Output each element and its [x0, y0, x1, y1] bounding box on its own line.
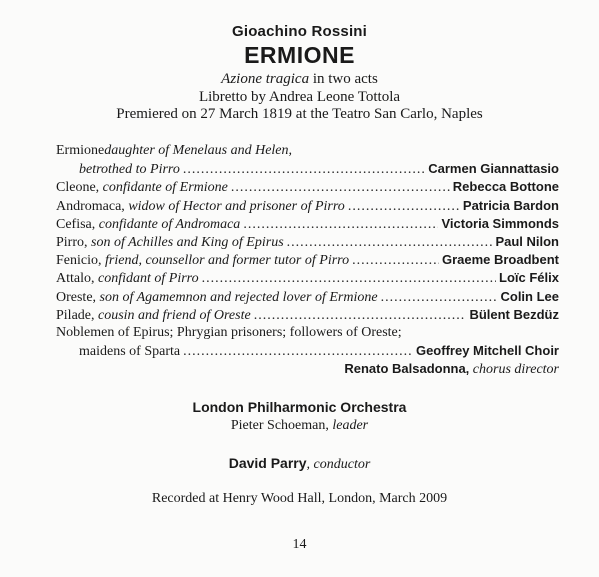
- genre-italic: Azione tragica: [221, 71, 310, 87]
- role-name: Oreste,: [56, 289, 100, 305]
- performer-name: Victoria Simmonds: [441, 215, 559, 231]
- page-number: 14: [292, 537, 307, 552]
- role-description: friend, counsellor and former tutor of Pirro: [105, 253, 350, 269]
- performer-name: Carmen Giannattasio: [428, 161, 559, 177]
- performer-name: Bülent Bezdüz: [469, 306, 559, 322]
- role-name: Cleone,: [56, 180, 103, 196]
- chorus-director-line: [56, 360, 559, 378]
- performer-name: Colin Lee: [500, 288, 559, 304]
- role-description: son of Agamemnon and rejected lover of Ermione: [99, 289, 378, 305]
- chorus-row-line2: [56, 342, 559, 360]
- role-name: Ermione: [56, 143, 105, 158]
- orchestra-name: London Philharmonic Orchestra: [192, 399, 407, 415]
- chorus-description: maidens of Sparta: [79, 344, 181, 360]
- conductor-line: [0, 455, 599, 473]
- role-description: son of Achilles and King of Epirus: [91, 234, 284, 250]
- leader-dots: [254, 307, 467, 325]
- leader-dots: [352, 252, 439, 270]
- cast-row-ermione-line2: [56, 160, 559, 178]
- performer-name: Graeme Broadbent: [441, 252, 559, 268]
- role-description: cousin and friend of Oreste: [98, 307, 251, 323]
- opera-title: ERMIONE: [244, 42, 355, 68]
- leader-name: Pieter Schoeman,: [230, 418, 333, 433]
- leader-dots: [243, 216, 438, 234]
- role-name: Attalo,: [56, 271, 98, 287]
- leader-dots: [287, 234, 493, 252]
- orchestra-leader-line: [0, 418, 599, 434]
- cast-row: [56, 251, 559, 269]
- role-name: Fenicio,: [56, 253, 105, 269]
- conductor-role: , conductor: [306, 457, 371, 472]
- performer-name: Paul Nilon: [495, 233, 559, 249]
- cast-row: [56, 233, 559, 251]
- cast-list: [56, 142, 559, 378]
- chorus-description: Noblemen of Epirus; Phrygian prisoners; followers of Oreste;: [56, 324, 402, 340]
- composer-name: Gioachino Rossini: [231, 23, 368, 40]
- role-description: confidant of Pirro: [98, 271, 199, 287]
- chorus-director-name: Renato Balsadonna,: [344, 361, 470, 377]
- performer-name: Patricia Bardon: [462, 197, 559, 213]
- chorus-row-line1: [56, 324, 559, 342]
- cast-row-ermione-line1: [56, 142, 559, 160]
- leader-dots: [183, 343, 413, 361]
- cast-row: [56, 288, 559, 306]
- leader-role: leader: [332, 418, 369, 433]
- role-name: Pilade,: [56, 307, 98, 323]
- role-description: confidante of Andromaca: [98, 216, 241, 232]
- conductor-name: David Parry: [228, 455, 307, 471]
- leader-dots: [381, 289, 498, 307]
- role-name: Pirro,: [56, 234, 91, 250]
- performer-name: Loïc Félix: [499, 270, 559, 286]
- performer-name: Rebecca Bottone: [452, 179, 559, 195]
- leader-dots: [183, 161, 425, 179]
- leader-dots: [348, 198, 460, 216]
- role-name: Andromaca,: [56, 198, 129, 214]
- cast-row: [56, 197, 559, 215]
- role-description: confidante of Ermione: [102, 180, 228, 196]
- leader-dots: [202, 270, 496, 288]
- chorus-performer: Geoffrey Mitchell Choir: [415, 343, 559, 359]
- role-description: daughter of Menelaus and Helen,: [104, 143, 293, 158]
- role-description: widow of Hector and prisoner of Pirro: [128, 198, 345, 214]
- libretto-line: Libretto by Andrea Leone Tottola: [198, 89, 401, 105]
- genre-line: [0, 71, 599, 88]
- premiere-line: Premiered on 27 March 1819 at the Teatro San Carlo, Naples: [116, 106, 483, 122]
- role-description: betrothed to Pirro: [79, 162, 180, 178]
- cast-row: [56, 306, 559, 324]
- leader-dots: [231, 179, 450, 197]
- genre-rest: in two acts: [309, 71, 378, 87]
- cast-row: [56, 178, 559, 196]
- role-name: Cefisa,: [56, 216, 99, 232]
- cast-row: [56, 269, 559, 287]
- recording-info: Recorded at Henry Wood Hall, London, March 2009: [151, 491, 448, 506]
- cast-row: [56, 215, 559, 233]
- chorus-director-role: chorus director: [469, 362, 559, 378]
